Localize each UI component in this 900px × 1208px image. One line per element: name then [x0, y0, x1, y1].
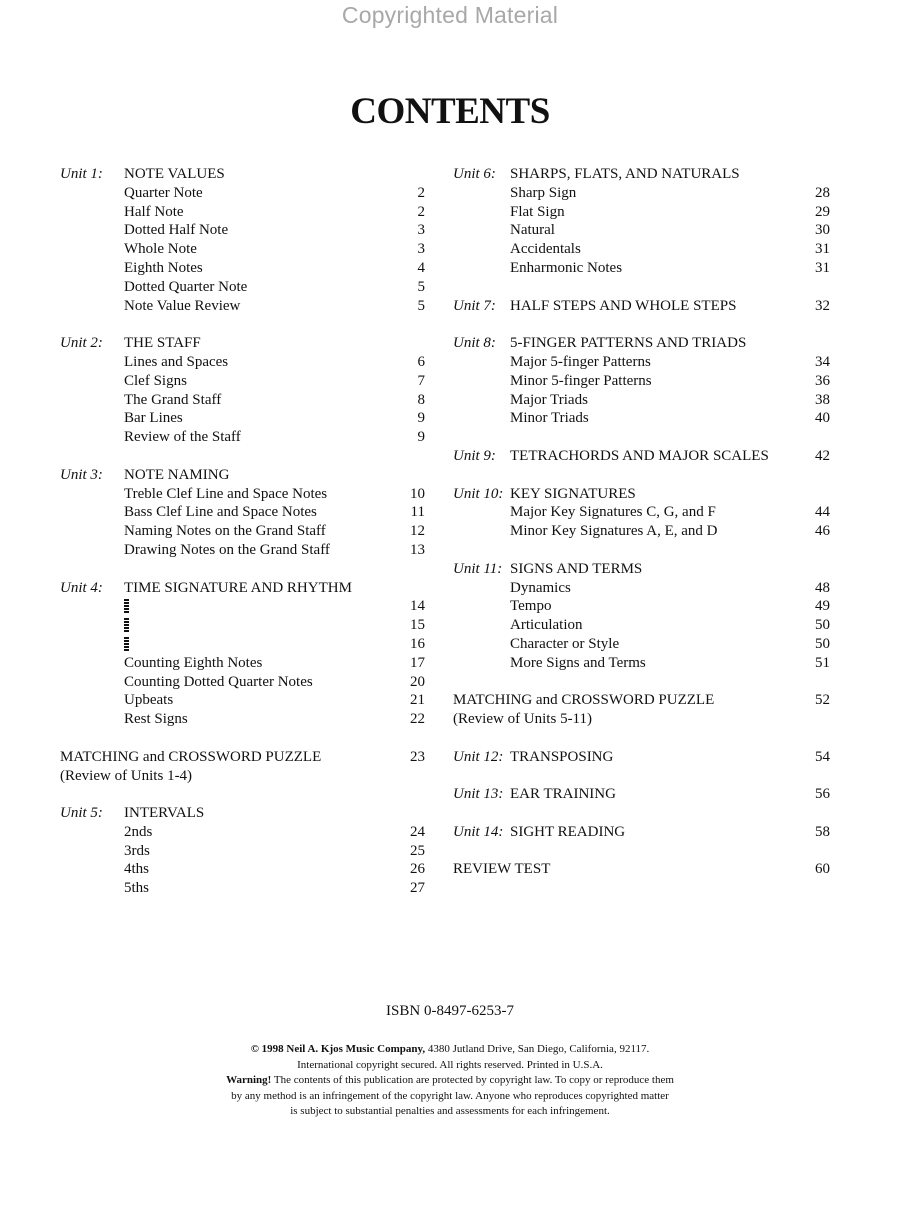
unit-title: THE STAFF	[124, 335, 201, 352]
page-number: 26	[410, 861, 425, 878]
entry-title: Natural	[510, 222, 555, 239]
time-signature-symbol	[124, 616, 129, 635]
entry-title: The Grand Staff	[124, 391, 222, 408]
review-title: MATCHING and CROSSWORD PUZZLE	[453, 692, 715, 709]
unit-title: NOTE NAMING	[124, 466, 230, 483]
toc-entry[interactable]	[453, 221, 830, 240]
review-subtitle: (Review of Units 1-4)	[60, 767, 193, 784]
entry-title: Drawing Notes on the Grand Staff	[124, 541, 330, 558]
toc-entry[interactable]	[60, 635, 425, 654]
toc-entry[interactable]	[453, 372, 830, 391]
warning-line	[0, 1073, 900, 1089]
entry-title: 2nds	[124, 823, 153, 840]
toc-entry[interactable]	[453, 654, 830, 673]
toc-left-column	[60, 165, 425, 898]
entry-title: Naming Notes on the Grand Staff	[124, 523, 326, 540]
unit-heading	[453, 485, 830, 504]
entry-title: Minor 5-finger Patterns	[510, 372, 652, 389]
entry-title: Treble Clef Line and Space Notes	[124, 485, 328, 502]
page-number: 27	[410, 880, 425, 897]
copyright-notice	[0, 1042, 900, 1120]
unit-label: Unit 6:	[453, 166, 496, 182]
entry-title: 4ths	[124, 861, 150, 878]
toc-entry[interactable]	[60, 259, 425, 278]
page-number: 31	[815, 259, 830, 276]
entry-title: Quarter Note	[124, 184, 203, 201]
unit-heading	[60, 466, 425, 485]
toc-entry[interactable]	[60, 203, 425, 222]
page-number: 9	[417, 429, 425, 446]
page-number: 2	[417, 184, 425, 201]
page-number: 16	[410, 635, 425, 652]
page-number: 44	[815, 504, 830, 521]
review-test-title: REVIEW TEST	[453, 861, 551, 878]
page-number: 12	[410, 523, 425, 540]
unit-title: TIME SIGNATURE AND RHYTHM	[124, 579, 352, 596]
entry-title: 5ths	[124, 880, 150, 897]
entry-title: Dotted Quarter Note	[124, 278, 248, 295]
unit-title: SIGNS AND TERMS	[510, 560, 643, 577]
page-number: 24	[410, 823, 425, 840]
entry-title: Clef Signs	[124, 372, 187, 389]
unit-label: Unit 4:	[60, 579, 103, 596]
toc-entry[interactable]	[60, 597, 425, 616]
unit-title: EAR TRAINING	[510, 786, 616, 803]
entry-title: More Signs and Terms	[510, 654, 646, 671]
unit-label: Unit 13:	[453, 786, 504, 803]
page-number: 42	[815, 447, 830, 464]
page-number: 34	[815, 353, 830, 370]
page-number: 9	[417, 410, 425, 427]
toc-entry[interactable]	[60, 391, 425, 410]
page-number: 36	[815, 372, 830, 389]
unit-label: Unit 8:	[453, 335, 496, 352]
page-number: 50	[815, 635, 830, 652]
entry-title: Bar Lines	[124, 410, 183, 427]
unit-label: Unit 14:	[453, 823, 504, 840]
unit-heading	[60, 579, 425, 598]
unit-title: 5-FINGER PATTERNS AND TRIADS	[510, 335, 747, 352]
unit-label: Unit 7:	[453, 297, 496, 314]
page-number: 3	[417, 222, 425, 239]
entry-title: Bass Clef Line and Space Notes	[124, 504, 317, 521]
page-number: 58	[815, 823, 830, 840]
unit-label: Unit 12:	[453, 748, 504, 765]
toc-entry[interactable]	[453, 597, 830, 616]
review-subtitle-row	[453, 710, 830, 729]
page-number: 5	[417, 278, 425, 295]
toc-entry[interactable]	[60, 860, 425, 879]
entry-title: Note Value Review	[124, 297, 241, 314]
page-number: 51	[815, 654, 830, 671]
page-number: 10	[410, 485, 425, 502]
toc-entry[interactable]	[60, 485, 425, 504]
entry-title: Sharp Sign	[510, 184, 577, 201]
toc-entry[interactable]	[60, 221, 425, 240]
page-number: 7	[417, 372, 425, 389]
toc-entry[interactable]	[453, 579, 830, 598]
toc-entry[interactable]	[453, 522, 830, 541]
page-number: 60	[815, 861, 830, 878]
unit-title: SHARPS, FLATS, AND NATURALS	[510, 166, 740, 182]
copyright-line	[0, 1042, 900, 1058]
page-number: 30	[815, 222, 830, 239]
entry-title: Counting Dotted Quarter Notes	[124, 673, 313, 690]
page-number: 3	[417, 241, 425, 258]
unit-title: HALF STEPS AND WHOLE STEPS	[510, 297, 737, 314]
unit-label: Unit 3:	[60, 466, 103, 483]
unit-label: Unit 1:	[60, 166, 103, 182]
entry-title: Accidentals	[510, 241, 581, 258]
toc-entry[interactable]	[60, 278, 425, 297]
copyright-watermark: Copyrighted Material	[341, 2, 559, 28]
unit-label: Unit 11:	[453, 560, 503, 577]
page-number: 8	[417, 391, 425, 408]
unit-heading	[453, 560, 830, 579]
toc-entry[interactable]	[453, 785, 830, 804]
toc-entry[interactable]	[453, 635, 830, 654]
page-number: 6	[417, 353, 425, 370]
entry-title: Minor Key Signatures A, E, and D	[510, 523, 718, 540]
page-number: 13	[410, 541, 425, 558]
toc-entry[interactable]	[453, 391, 830, 410]
review-subtitle-row	[60, 767, 425, 786]
toc-entry[interactable]	[453, 203, 830, 222]
toc-entry[interactable]	[60, 673, 425, 692]
toc-entry[interactable]	[60, 691, 425, 710]
unit-title: TETRACHORDS AND MAJOR SCALES	[510, 447, 769, 464]
warning-text: The contents of this publication are protected by copyright law. To copy or reproduce them	[273, 1074, 674, 1086]
toc-entry[interactable]	[453, 297, 830, 316]
toc-entry[interactable]	[60, 842, 425, 861]
entry-title: Upbeats	[124, 692, 174, 709]
page-number: 32	[815, 297, 830, 314]
unit-label: Unit 10:	[453, 485, 504, 502]
page-number: 31	[815, 241, 830, 258]
unit-title: TRANSPOSING	[510, 748, 614, 765]
entry-title: Tempo	[510, 598, 552, 615]
entry-title: Review of the Staff	[124, 429, 241, 446]
toc-entry[interactable]	[60, 353, 425, 372]
toc-entry[interactable]	[60, 879, 425, 898]
toc-entry[interactable]	[453, 447, 830, 466]
toc-entry[interactable]	[60, 654, 425, 673]
toc-entry[interactable]	[453, 748, 830, 767]
unit-label: Unit 5:	[60, 805, 103, 822]
toc-entry[interactable]	[60, 428, 425, 447]
toc-entry[interactable]	[60, 297, 425, 316]
page-number: 15	[410, 617, 425, 634]
unit-heading	[453, 334, 830, 353]
page-title: CONTENTS	[350, 91, 550, 132]
page-number: 46	[815, 523, 830, 540]
toc-entry[interactable]	[60, 616, 425, 635]
toc-entry[interactable]	[453, 691, 830, 710]
entry-title: Enharmonic Notes	[510, 259, 623, 276]
toc-entry[interactable]	[453, 184, 830, 203]
page-number: 38	[815, 391, 830, 408]
entry-title: Major 5-finger Patterns	[510, 353, 651, 370]
unit-heading	[60, 165, 425, 184]
page-number: 50	[815, 617, 830, 634]
toc-entry[interactable]	[453, 353, 830, 372]
entry-title: Counting Eighth Notes	[124, 654, 263, 671]
entry-title: Rest Signs	[124, 711, 188, 728]
toc-entry[interactable]	[60, 823, 425, 842]
unit-heading	[453, 165, 830, 184]
entry-title: Major Key Signatures C, G, and F	[510, 504, 716, 521]
warning-line-2: by any method is an infringement of the copyright law. Anyone who reproduces copyrighted matter	[231, 1089, 669, 1102]
toc-entry[interactable]	[60, 409, 425, 428]
page-number: 48	[815, 579, 830, 596]
review-title: MATCHING and CROSSWORD PUZZLE	[60, 748, 322, 765]
page-number: 14	[410, 598, 425, 615]
unit-label: Unit 9:	[453, 447, 496, 464]
unit-heading	[60, 804, 425, 823]
unit-title: SIGHT READING	[510, 823, 626, 840]
toc-right-column	[453, 165, 830, 879]
warning-label: Warning!	[226, 1074, 272, 1086]
unit-heading	[60, 334, 425, 353]
page-number: 28	[815, 184, 830, 201]
toc-entry[interactable]	[60, 522, 425, 541]
review-subtitle: (Review of Units 5-11)	[453, 711, 592, 728]
toc-entry[interactable]	[60, 541, 425, 560]
entry-title: Flat Sign	[510, 203, 565, 220]
page-number: 56	[815, 786, 830, 803]
unit-title: KEY SIGNATURES	[510, 485, 636, 502]
page-number: 29	[815, 203, 830, 220]
page-number: 25	[410, 842, 425, 859]
toc-entry[interactable]	[453, 616, 830, 635]
entry-title: Dynamics	[510, 579, 571, 596]
toc-entry[interactable]	[453, 259, 830, 278]
page-number: 2	[417, 203, 425, 220]
entry-title: Minor Triads	[510, 410, 589, 427]
page-number: 49	[815, 598, 830, 615]
toc-entry[interactable]	[60, 710, 425, 729]
time-signature-symbol	[124, 635, 129, 654]
unit-label: Unit 2:	[60, 335, 103, 352]
page-number: 5	[417, 297, 425, 314]
toc-entry[interactable]	[453, 860, 830, 879]
publisher-address: 4380 Jutland Drive, San Diego, California, 92117.	[427, 1043, 650, 1055]
page-number: 54	[815, 748, 830, 765]
time-signature-symbol	[124, 597, 129, 616]
rights-line: International copyright secured. All rights reserved. Printed in U.S.A.	[297, 1058, 603, 1071]
isbn: ISBN 0-8497-6253-7	[386, 1003, 514, 1019]
unit-title: NOTE VALUES	[124, 166, 225, 182]
page-number: 52	[815, 692, 830, 709]
toc-entry[interactable]	[453, 823, 830, 842]
publisher-name: © 1998 Neil A. Kjos Music Company,	[250, 1043, 426, 1055]
page-number: 21	[410, 692, 425, 709]
toc-entry[interactable]	[60, 184, 425, 203]
warning-line-3: is subject to substantial penalties and assessments for each infringement.	[290, 1105, 610, 1117]
toc-entry[interactable]	[453, 503, 830, 522]
entry-title: Major Triads	[510, 391, 588, 408]
toc-entry[interactable]	[60, 748, 425, 767]
entry-title: Articulation	[510, 617, 583, 634]
toc-entry[interactable]	[60, 503, 425, 522]
entry-title: Dotted Half Note	[124, 222, 229, 239]
entry-title: Half Note	[124, 203, 184, 220]
entry-title: Eighth Notes	[124, 259, 203, 276]
toc-entry[interactable]	[453, 240, 830, 259]
entry-title: Whole Note	[124, 241, 197, 258]
page-number: 11	[410, 504, 425, 521]
page-number: 4	[417, 259, 425, 276]
page-number: 22	[410, 711, 425, 728]
toc-entry[interactable]	[453, 409, 830, 428]
entry-title: Lines and Spaces	[124, 353, 229, 370]
entry-title: 3rds	[124, 842, 150, 859]
entry-title: Character or Style	[510, 635, 620, 652]
toc-entry[interactable]	[60, 372, 425, 391]
toc-entry[interactable]	[60, 240, 425, 259]
page-number: 20	[410, 673, 425, 690]
page-number: 40	[815, 410, 830, 427]
page-number: 23	[410, 748, 425, 765]
unit-title: INTERVALS	[124, 805, 205, 822]
page-number: 17	[410, 654, 425, 671]
